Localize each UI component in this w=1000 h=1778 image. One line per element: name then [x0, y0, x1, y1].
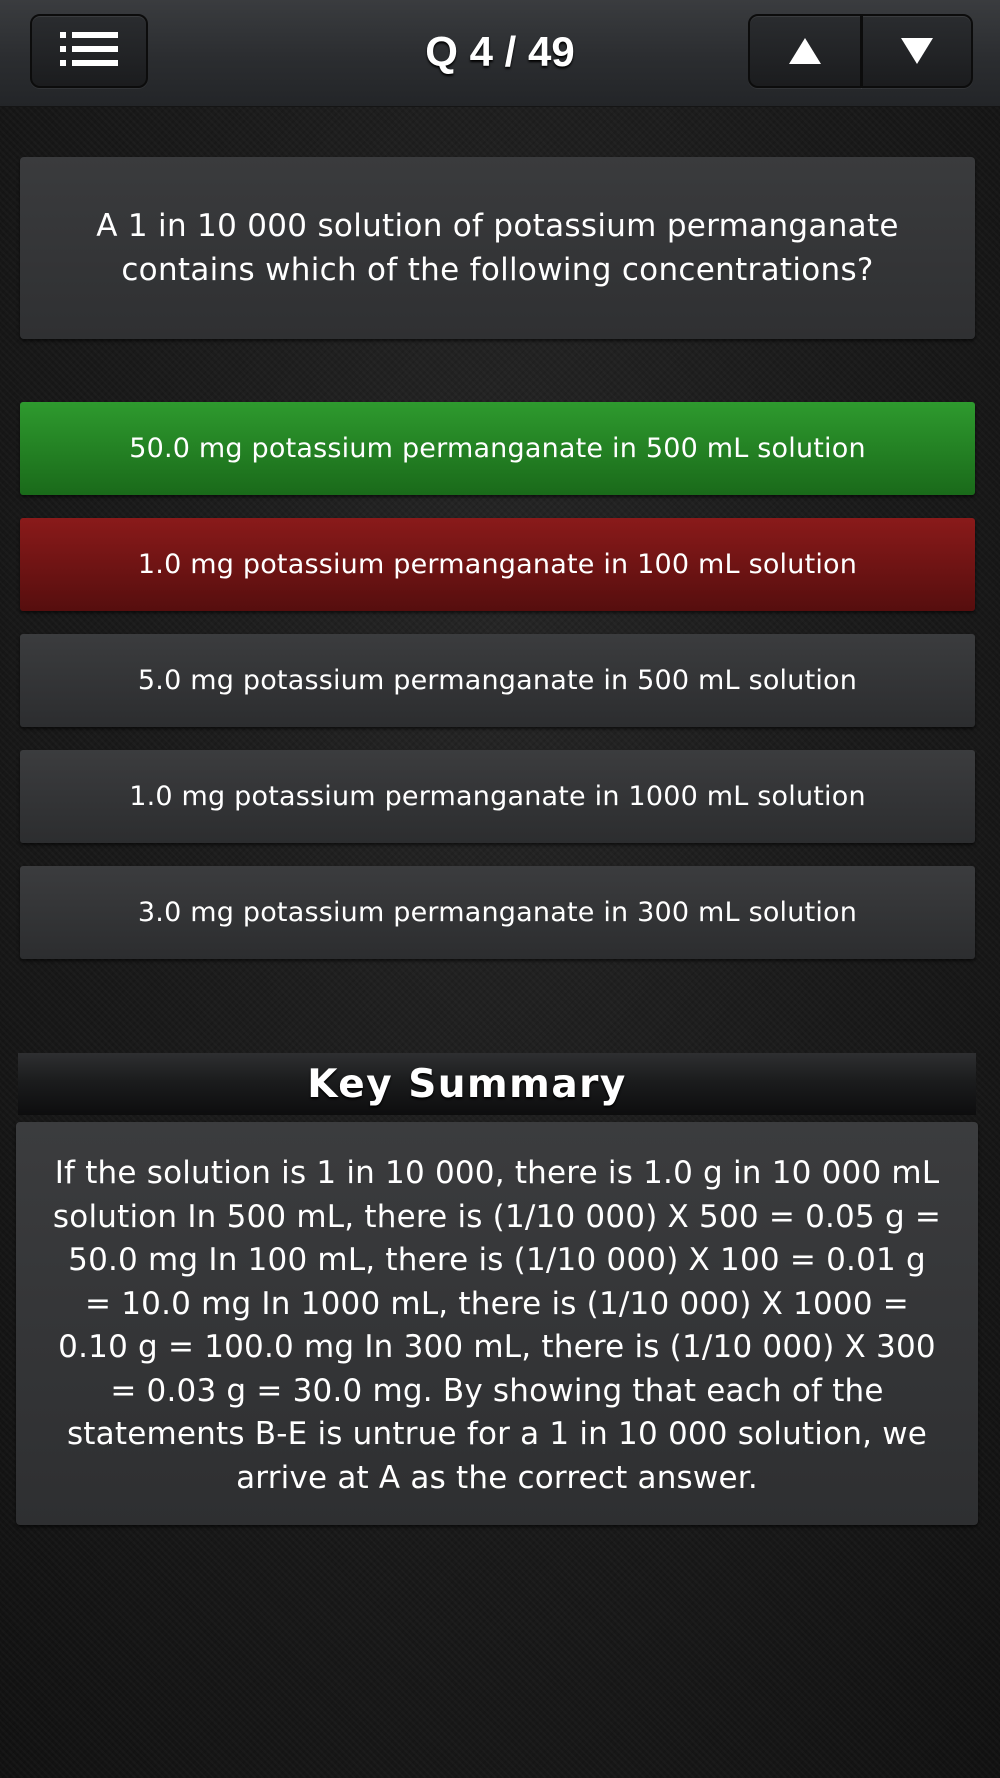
question-counter: Q 4 / 49 [425, 28, 575, 75]
key-summary-header [18, 1053, 976, 1115]
question-navigation [748, 14, 973, 88]
triangle-up-icon [789, 38, 821, 64]
answer-label: 1.0 mg potassium permanganate in 100 mL solution [137, 549, 858, 580]
question-card [20, 157, 975, 339]
next-question-button[interactable] [861, 14, 973, 88]
answer-option-a[interactable] [20, 402, 975, 495]
answer-label: 3.0 mg potassium permanganate in 300 mL solution [137, 897, 858, 928]
list-icon [60, 30, 118, 72]
menu-button[interactable] [30, 14, 148, 88]
key-summary-card [16, 1122, 978, 1525]
answer-label: 5.0 mg potassium permanganate in 500 mL solution [137, 665, 858, 696]
key-summary-text: If the solution is 1 in 10 000, there is 1.0 g in 10 000 mL solution In 500 mL, there is (1/10 000) X 500 = 0.05 g = 50.0 mg In 100 mL, there is (1/10 000) X 100 = 0.01 g = 10.0 mg In 1000 mL, there is (1/10 000) X 1000 = 0.10 g = 100.0 mg In 300 mL, there is (1/10 000) X 300 = 0.03 g = 30.0 mg. By showing that each of the statements B-E is untrue for a 1 in 10 000 solution, we arrive at A as the correct answer. [52, 1155, 942, 1496]
answer-option-c[interactable] [20, 634, 975, 727]
question-text: A 1 in 10 000 solution of potassium permanganate contains which of the following concentrations? [96, 208, 899, 288]
top-bar [0, 0, 1000, 107]
answer-option-b[interactable] [20, 518, 975, 611]
answer-label: 1.0 mg potassium permanganate in 1000 mL solution [129, 781, 866, 812]
answer-label: 50.0 mg potassium permanganate in 500 mL solution [129, 433, 866, 464]
key-summary-title: Key Summary [307, 1061, 627, 1107]
answer-option-d[interactable] [20, 750, 975, 843]
triangle-down-icon [901, 38, 933, 64]
answer-option-e[interactable] [20, 866, 975, 959]
previous-question-button[interactable] [748, 14, 862, 88]
